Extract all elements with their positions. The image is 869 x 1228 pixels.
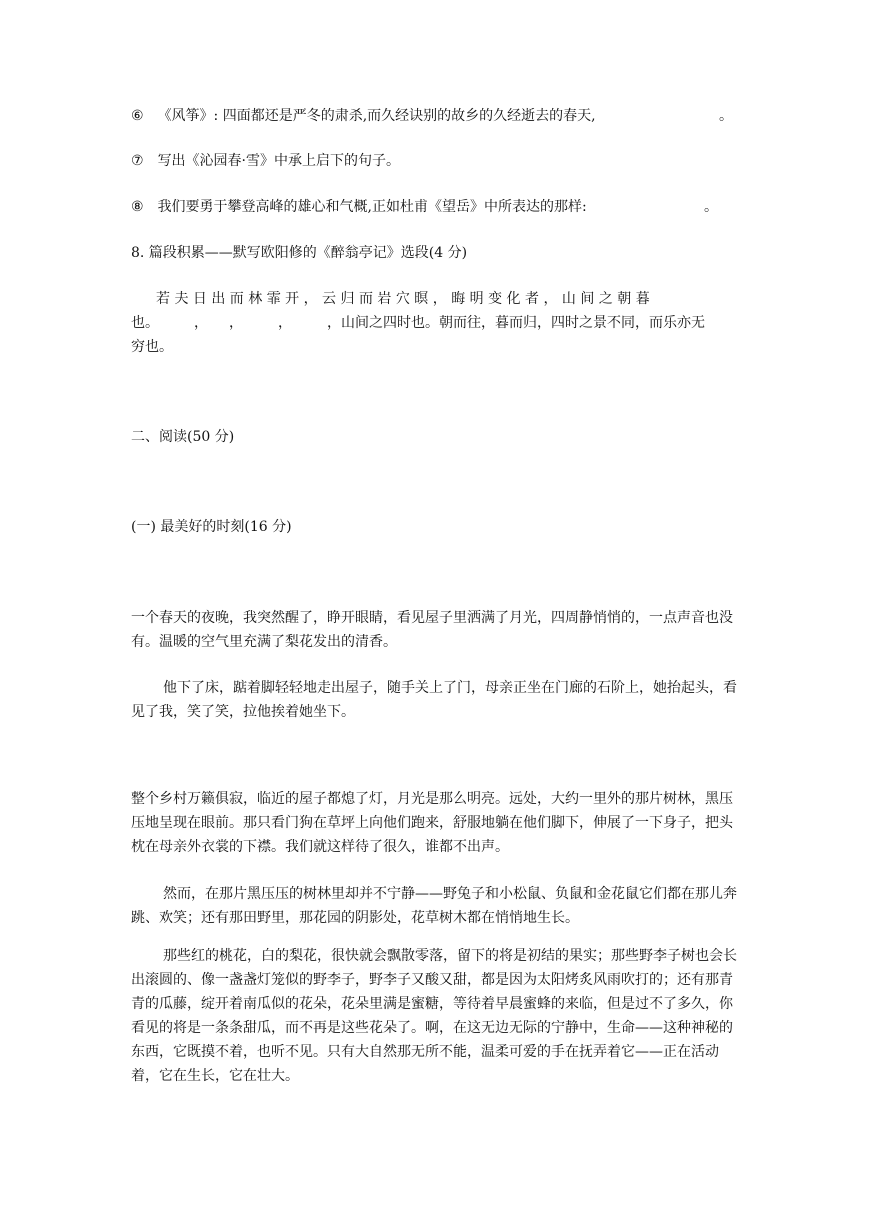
question-8-end: 。: [704, 199, 718, 215]
question-8: [131, 197, 587, 217]
reading-paragraph: 他下了床，踮着脚轻轻地走出屋子，随手关上了门，母亲正坐在门廊的石阶上，她抬起头，看见了我，笑了笑，拉他挨着她坐下。: [131, 680, 737, 720]
question-7: [131, 151, 400, 171]
question-text: 《风筝》: 四面都还是严冬的肃杀,而久经诀别的故乡的久经逝去的春天,: [157, 108, 596, 124]
question-text: 我们要勇于攀登高峰的雄心和气概,正如杜甫《望岳》中所表达的那样:: [157, 199, 587, 215]
question-6-end: 。: [719, 108, 733, 124]
reading-paragraph: 然而，在那片黑压压的树林里却并不宁静——野兔子和小松鼠、负鼠和金花鼠它们都在那儿奔跳、欢笑；还有那田野里，那花园的阴影处，花草树木都在悄悄地生长。: [131, 886, 737, 926]
reading-paragraph: 一个春天的夜晚，我突然醒了，睁开眼睛，看见屋子里洒满了月光，四周静悄悄的，一点声音也没有。温暖的空气里充满了梨花发出的清香。: [131, 610, 733, 650]
item-number: ⑦: [131, 153, 144, 169]
passage-line-2: 也。 ， ， ， ，山间之四时也。朝而往，暮而归，四时之景不同，而乐亦无: [131, 315, 705, 331]
section-8-title: 8. 篇段积累——默写欧阳修的《醉翁亭记》选段(4 分): [131, 245, 468, 261]
part-2-title: 二、阅读(50 分): [131, 429, 235, 445]
question-text: 写出《沁园春·雪》中承上启下的句子。: [157, 153, 401, 169]
question-6: [131, 106, 596, 126]
item-number: ⑧: [131, 199, 144, 215]
passage-line-3: 穷也。: [131, 339, 173, 355]
item-number: ⑥: [131, 108, 144, 124]
passage-line-1: 若 夫 日 出 而 林 霏 开 ， 云 归 而 岩 穴 暝 ， 晦 明 变 化 者 ， 山 间 之 朝 暮: [156, 291, 650, 307]
reading-1-title: (一) 最美好的时刻(16 分): [131, 519, 292, 535]
reading-paragraph: 整个乡村万籁俱寂，临近的屋子都熄了灯，月光是那么明亮。远处，大约一里外的那片树林，黑压压地呈现在眼前。那只看门狗在草坪上向他们跑来，舒服地躺在他们脚下，伸展了一下身子，把头枕在母亲外衣裳的下襟。我们就这样待了很久，谁都不出声。: [131, 791, 733, 855]
reading-paragraph: 那些红的桃花，白的梨花，很快就会飘散零落，留下的将是初结的果实；那些野李子树也会长出滚圆的、像一盏盏灯笼似的野李子，野李子又酸又甜，都是因为太阳烤炙风雨吹打的；还有那青青的瓜藤，绽开着南瓜似的花朵，花朵里满是蜜糖，等待着早晨蜜蜂的来临，但是过不了多久，你看见的将是一条条甜瓜，而不再是这些花朵了。啊，在这无边无际的宁静中，生命——这种神秘的东西，它既摸不着，也听不见。只有大自然那无所不能，温柔可爱的手在抚弄着它——正在活动着，它在生长，它在壮大。: [131, 948, 737, 1084]
